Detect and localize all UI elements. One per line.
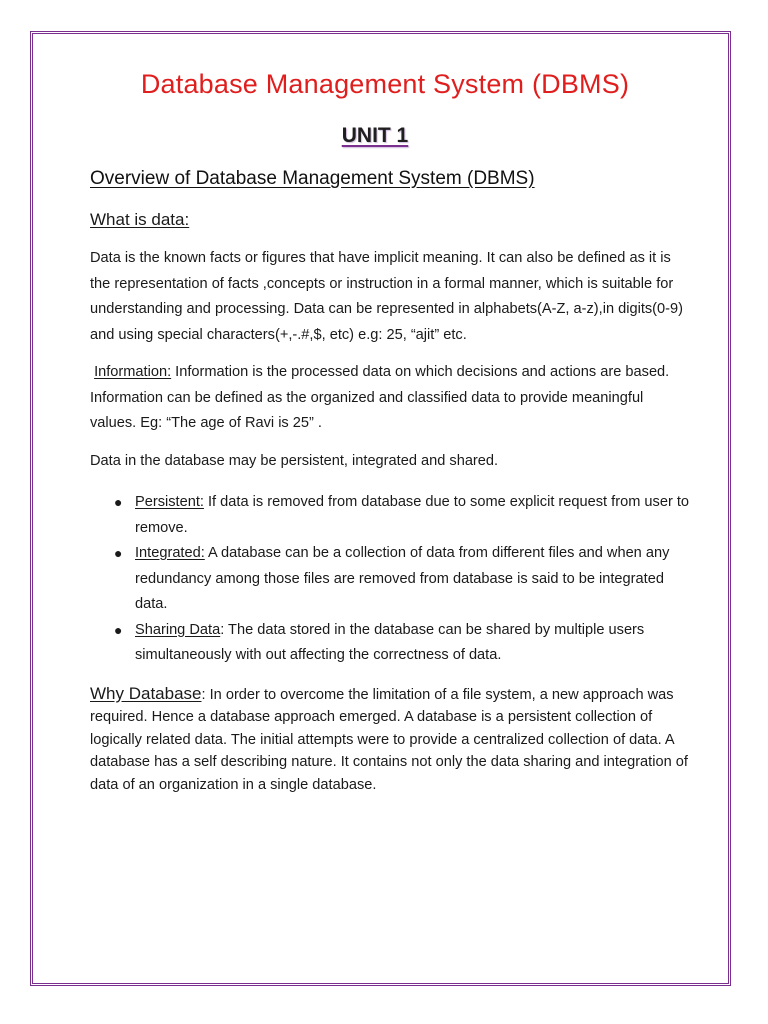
bullet-label: Integrated: [135,545,205,561]
data-properties-list [90,490,690,669]
list-item [90,541,690,618]
bullet-text: A database can be a collection of data from different files and when any redundancy among those files are removed from database is said to be integrated data. [135,545,670,612]
information-paragraph [90,360,690,437]
document-title: Database Management System (DBMS) [140,69,630,99]
section-heading: Overview of Database Management System (DBMS) [90,168,535,189]
bullet-label: Sharing Data [135,621,221,638]
unit-heading: UNIT 1 [341,124,409,147]
document-body [90,64,690,796]
bullet-icon: ● [114,494,123,510]
why-database-label: Why Database [90,683,202,703]
unit-heading-wrapper [80,122,670,150]
data-intro-paragraph: Data in the database may be persistent, integrated and shared. [90,452,499,469]
list-item [90,618,690,669]
why-database-text: : In order to overcome the limitation of a file system, a new approach was required. Hence a database approach emerged. A database is a persistent collection of logically related data. The initial attempts were to provide a centralized collection of data. A database has a self describing nature. It contains not only the data sharing and integration of data of an organization in a single database. [90,686,688,793]
what-is-data-paragraph: Data is the known facts or figures that have implicit meaning. It can also be defined as it is the representation of facts ,concepts or instruction in a formal manner, which is suitable for understanding and processing. Data can be represented in alphabets(A-Z, a-z),in digits(0-9) and using special characters(+,-.#,$, etc) e.g: 25, “ajit” etc. [90,250,683,343]
bullet-text: : The data stored in the database can be shared by multiple users simultaneously with out affecting the correctness of data. [135,621,645,663]
why-database-paragraph [90,683,690,797]
list-item [90,490,690,541]
bullet-icon: ● [114,621,123,638]
information-label: Information: [94,364,172,380]
what-is-data-heading: What is data: [90,210,190,229]
bullet-icon: ● [114,545,123,561]
information-text: Information is the processed data on which decisions and actions are based. Information can be defined as the organized and classified data to provide meaningful values. Eg: “The age of Ravi is 25” . [90,364,670,431]
bullet-label: Persistent: [135,494,204,510]
bullet-text: If data is removed from database due to some explicit request from user to remove. [135,494,690,536]
